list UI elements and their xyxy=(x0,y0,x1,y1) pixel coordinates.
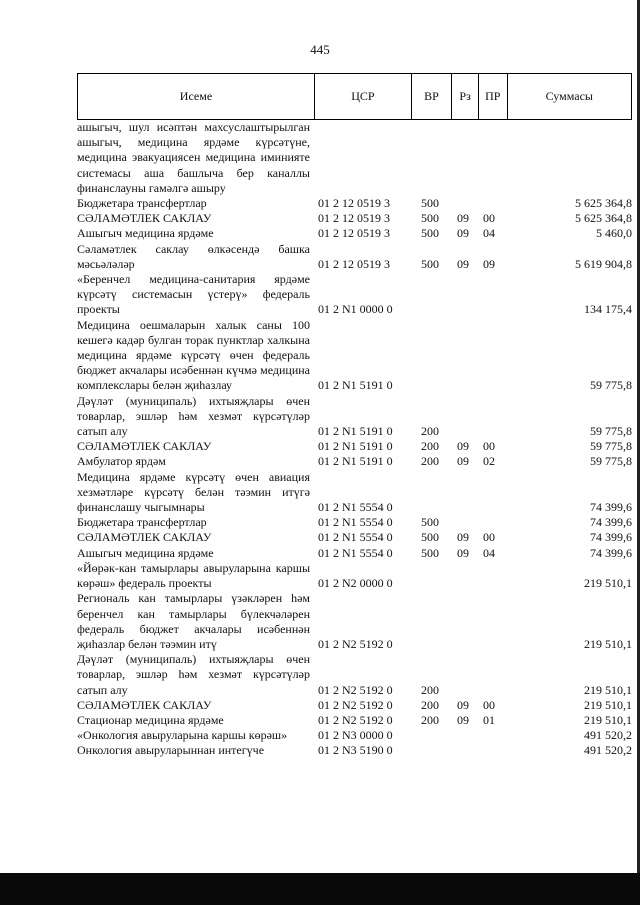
table-row xyxy=(77,454,632,469)
cell-vr: 500 xyxy=(421,256,439,271)
table-row xyxy=(77,530,632,545)
cell-csr: 01 2 N1 5191 0 xyxy=(318,439,393,454)
cell-sum: 5 619 904,8 xyxy=(575,256,632,271)
cell-vr: 500 xyxy=(421,196,439,211)
header-name: Исеме xyxy=(77,74,315,119)
cell-sum: 5 625 364,8 xyxy=(575,196,632,211)
cell-sum: 74 399,6 xyxy=(590,515,632,530)
cell-name: Стационар медицина ярдәме xyxy=(77,712,224,727)
table-body xyxy=(77,120,632,759)
cell-csr: 01 2 N3 0000 0 xyxy=(318,728,393,743)
cell-name: Медицина ярдәме күрсәтү өчен авиация хезмәтләре күрсәтү белән тәэмин итүгә финанслашу чыгымнары xyxy=(77,469,310,515)
cell-sum: 134 175,4 xyxy=(584,302,632,317)
cell-sum: 74 399,6 xyxy=(590,500,632,515)
cell-csr: 01 2 12 0519 3 xyxy=(318,256,390,271)
cell-csr: 01 2 N1 5554 0 xyxy=(318,530,393,545)
cell-name: Ашыгыч медицина ярдәме xyxy=(77,545,214,560)
cell-name: Медицина оешмаларын халык саны 100 кешегә кадәр булган торак пунктлар халкына медицина ярдәме күрсәтү өчен федераль бюджет акчалары исәбеннән күчмә медицина комплекслары белән җиһазлау xyxy=(77,317,310,393)
table-row xyxy=(77,591,632,652)
cell-csr: 01 2 N1 5191 0 xyxy=(318,424,393,439)
cell-pr: 02 xyxy=(483,454,495,469)
table-row xyxy=(77,515,632,530)
cell-rz: 09 xyxy=(457,226,469,241)
cell-name: СӘЛАМӘТЛЕК САКЛАУ xyxy=(77,697,212,712)
cell-csr: 01 2 N1 0000 0 xyxy=(318,302,393,317)
cell-sum: 219 510,1 xyxy=(584,697,632,712)
cell-pr: 00 xyxy=(483,530,495,545)
cell-pr: 04 xyxy=(483,545,495,560)
cell-vr: 500 xyxy=(421,211,439,226)
page-number: 445 xyxy=(310,42,330,57)
cell-vr: 200 xyxy=(421,439,439,454)
cell-csr: 01 2 N2 5192 0 xyxy=(318,697,393,712)
cell-name: Дәүләт (муниципаль) ихтыяҗлары өчен товарлар, эшләр һәм хезмәт күрсәтүләр сатып алу xyxy=(77,652,310,697)
cell-name: «Беренчел медицина-санитария ярдәме күрсәтү системасын үстерү» федераль проекты xyxy=(77,272,310,317)
cell-sum: 5 625 364,8 xyxy=(575,211,632,226)
cell-csr: 01 2 N3 5190 0 xyxy=(318,743,393,758)
cell-name: Дәүләт (муниципаль) ихтыяҗлары өчен товарлар, эшләр һәм хезмәт күрсәтүләр сатып алу xyxy=(77,393,310,439)
cell-rz: 09 xyxy=(457,454,469,469)
cell-name: Онкология авыруларыннан интегүче xyxy=(77,743,265,758)
cell-vr: 200 xyxy=(421,697,439,712)
cell-pr: 01 xyxy=(483,712,495,727)
cell-name: Бюджетара трансфертлар xyxy=(77,515,207,530)
cell-name: Амбулатор ярдәм xyxy=(77,454,166,469)
table-row xyxy=(77,470,632,516)
cell-csr: 01 2 N1 5191 0 xyxy=(318,454,393,469)
table-row xyxy=(77,561,632,591)
table-row xyxy=(77,728,632,743)
table-row xyxy=(77,546,632,561)
cell-rz: 09 xyxy=(457,530,469,545)
scan-bottom-border xyxy=(0,873,640,905)
table-row xyxy=(77,698,632,713)
table-row xyxy=(77,394,632,440)
table-row xyxy=(77,211,632,226)
cell-rz: 09 xyxy=(457,439,469,454)
table-row xyxy=(77,242,632,272)
cell-vr: 200 xyxy=(421,424,439,439)
cell-name: Бюджетара трансфертлар xyxy=(77,196,207,211)
cell-rz: 09 xyxy=(457,712,469,727)
cell-rz: 09 xyxy=(457,211,469,226)
cell-sum: 5 460,0 xyxy=(596,226,632,241)
cell-pr: 04 xyxy=(483,226,495,241)
cell-name: Сәламәтлек саклау өлкәсендә башка мәсьәләләр xyxy=(77,241,310,271)
cell-sum: 491 520,2 xyxy=(584,743,632,758)
cell-name: Региональ кан тамырлары үзәкләрен һәм беренчел кан тамырлары бүлекчәләрен федераль бюджет акчалары исәбеннән җиһазлар белән тәэмин итү xyxy=(77,591,310,651)
cell-vr: 500 xyxy=(421,530,439,545)
cell-name: Ашыгыч медицина ярдәме xyxy=(77,226,214,241)
cell-csr: 01 2 N2 5192 0 xyxy=(318,712,393,727)
cell-name: СӘЛАМӘТЛЕК САКЛАУ xyxy=(77,439,212,454)
cell-sum: 74 399,6 xyxy=(590,530,632,545)
table-row xyxy=(77,196,632,211)
cell-pr: 09 xyxy=(483,256,495,271)
cell-vr: 200 xyxy=(421,682,439,697)
cell-rz: 09 xyxy=(457,545,469,560)
cell-pr: 00 xyxy=(483,211,495,226)
cell-csr: 01 2 N1 5554 0 xyxy=(318,545,393,560)
table-row xyxy=(77,713,632,728)
cell-csr: 01 2 12 0519 3 xyxy=(318,211,390,226)
table-row xyxy=(77,318,632,394)
cell-vr: 200 xyxy=(421,712,439,727)
cell-name: ашыгыч, шул исәптән махсуслаштырылган ашыгыч, медицина ярдәме күрсәтүне, медицина эвакуациясен медицина иминияте системасы аша башлыча бер каналлы финанслауны гамәлгә ашыру xyxy=(77,120,310,195)
header-pr: ПР xyxy=(479,74,508,119)
cell-name: СӘЛАМӘТЛЕК САКЛАУ xyxy=(77,211,212,226)
cell-csr: 01 2 12 0519 3 xyxy=(318,196,390,211)
cell-vr: 200 xyxy=(421,454,439,469)
cell-csr: 01 2 12 0519 3 xyxy=(318,226,390,241)
cell-name: «Онкология авыруларына каршы көрәш» xyxy=(77,728,288,743)
cell-sum: 59 775,8 xyxy=(590,454,632,469)
cell-name: СӘЛАМӘТЛЕК САКЛАУ xyxy=(77,530,212,545)
table-row xyxy=(77,120,632,196)
cell-csr: 01 2 N1 5554 0 xyxy=(318,515,393,530)
table-row xyxy=(77,743,632,758)
cell-sum: 59 775,8 xyxy=(590,378,632,393)
cell-name: «Йөрәк-кан тамырлары авыруларына каршы көрәш» федераль проекты xyxy=(77,560,310,591)
table-row xyxy=(77,272,632,318)
table-header xyxy=(77,73,632,120)
cell-vr: 500 xyxy=(421,515,439,530)
table-row xyxy=(77,226,632,241)
cell-pr: 00 xyxy=(483,439,495,454)
cell-sum: 219 510,1 xyxy=(584,682,632,697)
table-row xyxy=(77,439,632,454)
cell-csr: 01 2 N1 5554 0 xyxy=(318,500,393,515)
header-rz: Рз xyxy=(452,74,479,119)
cell-vr: 500 xyxy=(421,226,439,241)
cell-csr: 01 2 N2 5192 0 xyxy=(318,682,393,697)
budget-table xyxy=(77,73,632,759)
header-vr: ВР xyxy=(412,74,453,119)
header-csr: ЦСР xyxy=(315,74,412,119)
cell-vr: 500 xyxy=(421,545,439,560)
cell-csr: 01 2 N2 0000 0 xyxy=(318,576,393,591)
cell-csr: 01 2 N1 5191 0 xyxy=(318,378,393,393)
header-sum: Суммасы xyxy=(508,74,632,119)
cell-sum: 491 520,2 xyxy=(584,728,632,743)
cell-sum: 59 775,8 xyxy=(590,424,632,439)
cell-rz: 09 xyxy=(457,697,469,712)
cell-sum: 74 399,6 xyxy=(590,545,632,560)
cell-sum: 219 510,1 xyxy=(584,576,632,591)
cell-sum: 219 510,1 xyxy=(584,636,632,651)
table-row xyxy=(77,652,632,698)
cell-csr: 01 2 N2 5192 0 xyxy=(318,636,393,651)
cell-sum: 59 775,8 xyxy=(590,439,632,454)
cell-rz: 09 xyxy=(457,256,469,271)
cell-sum: 219 510,1 xyxy=(584,712,632,727)
cell-pr: 00 xyxy=(483,697,495,712)
